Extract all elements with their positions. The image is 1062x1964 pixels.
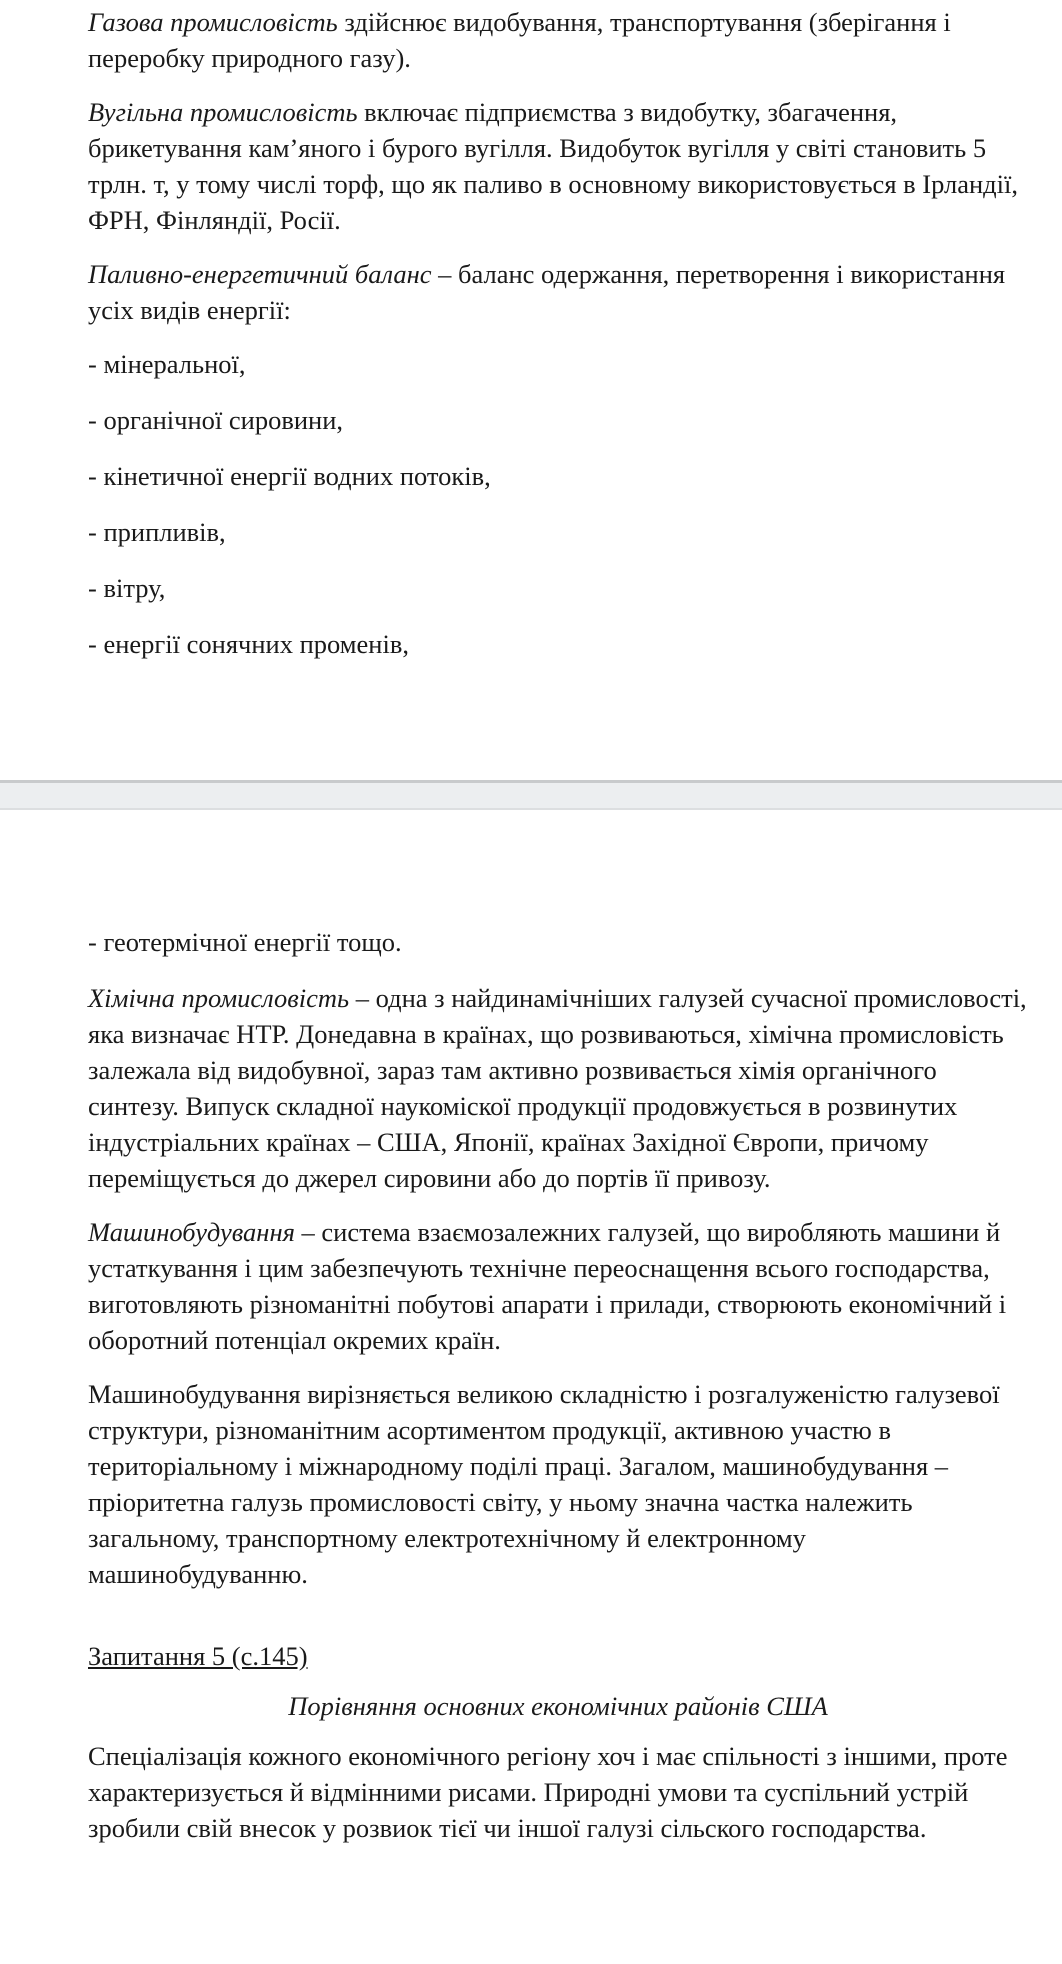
list-item: - мінеральної, [88,349,246,379]
text-gas-industry: здійснює видобування, транспортування (зберігання і переробку природного газу). [88,7,951,73]
section-title: Порівняння основних економічних районів США [288,1691,828,1721]
list-item: - геотермічної енергії тощо. [88,927,402,957]
text-coal-industry: включає підприємства з видобутку, збагачення, брикетування кам’яного і бурого вугілля. Видобуток вугілля у світі становить 5 трлн. т, у тому числі торф, що як паливо в основному використовується в Ірландії, ФРН, Фінляндії, Росії. [88,97,1018,235]
text-energy-balance: – баланс одержання, перетворення і використання усіх видів енергії: [88,259,1006,325]
document-page-1 [0,0,1062,780]
paragraph-machine-building [88,1214,1028,1358]
term-energy-balance: Паливно-енергетичний баланс [88,259,432,289]
paragraph-machine-building-2: Машинобудування вирізняється великою складністю і розгалуженістю галузевої структури, різноманітним асортиментом продукції, активною участю в територіальному і міжнародному поділі праці. Загалом, машинобудування – пріоритетна галузь промисловості світу, у ньому значна частка належить загальному, транспортному електротехнічному й електронному машинобудуванню. [88,1379,1000,1589]
text-chemical-industry: – одна з найдинамічніших галузей сучасної промисловості, яка визначає НТР. Донедавна в країнах, що розвиваються, хімічна промисловість залежала від видобувної, зараз там активно розвивається хімія органічного синтезу. Випуск складної наукоміскої продукції продовжується в розвинутих індустріальних країнах – США, Японії, країнах Західної Європи, причому переміщується до джерел сировини або до портів її привозу. [88,983,1027,1193]
term-machine-building: Машинобудування [88,1217,295,1247]
paragraph-coal-industry [88,94,1028,238]
list-item: - енергії сонячних променів, [88,629,409,659]
page-break-divider [0,780,1062,810]
term-coal-industry: Вугільна промисловість [88,97,358,127]
list-item: - припливів, [88,517,226,547]
question-heading: Запитання 5 (с.145) [88,1641,308,1671]
list-item: - кінетичної енергії водних потоків, [88,461,491,491]
paragraph-chemical-industry [88,980,1028,1196]
list-item: - органічної сировини, [88,405,343,435]
list-item: - вітру, [88,573,166,603]
page-content [88,4,1028,682]
paragraph-energy-balance [88,256,1028,328]
text-machine-building: – система взаємозалежних галузей, що виробляють машини й устаткування і цим забезпечують технічне переоснащення всього господарства, виготовляють різноманітні побутові апарати і прилади, створюють економічний і оборотний потенціал окремих країн. [88,1217,1007,1355]
term-gas-industry: Газова промисловість [88,7,338,37]
paragraph-gas-industry [88,4,1028,76]
page-content [88,924,1028,1864]
paragraph-specialization: Спеціалізація кожного економічного регіону хоч і має спільності з іншими, проте характеризується й відмінними рисами. Природні умови та суспільний устрій зробили свій внесок у розвиок тієї чи іншої галузі сільского господарства. [88,1741,1008,1843]
document-page-2 [0,810,1062,1964]
term-chemical-industry: Хімічна промисловість [88,983,350,1013]
